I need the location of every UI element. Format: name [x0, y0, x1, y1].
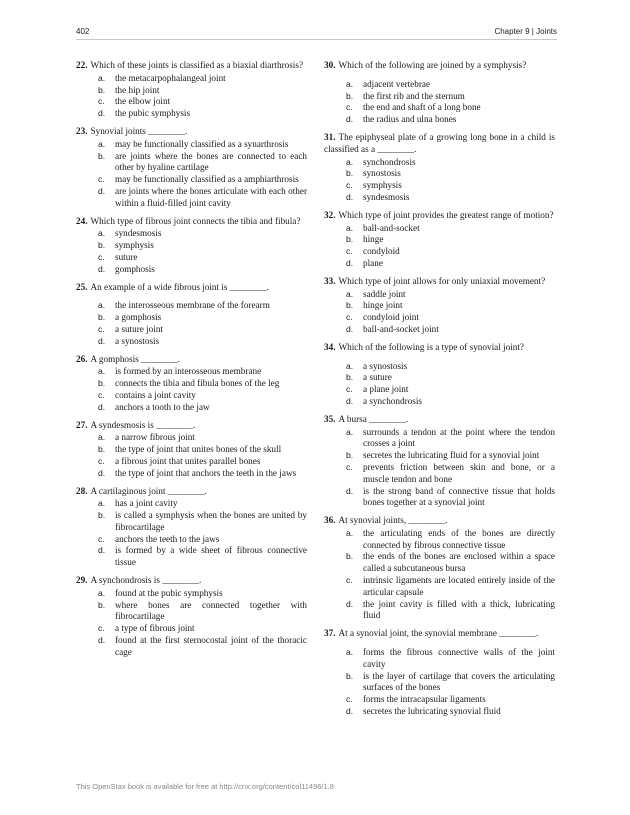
- question-item: [76, 420, 307, 480]
- option-letter: d.: [98, 108, 106, 119]
- option-text: is formed by a wide sheet of fibrous connective tissue: [115, 545, 307, 568]
- option-text: is the strong band of connective tissue that holds bones together at a synovial joint: [363, 485, 555, 508]
- option-text: a synostosis: [115, 335, 160, 346]
- answer-option: [324, 180, 555, 192]
- right-column: [324, 60, 555, 724]
- option-text: symphysis: [115, 240, 154, 251]
- option-letter: a.: [98, 587, 106, 598]
- option-text: the first rib and the sternum: [363, 90, 465, 101]
- question-item: [76, 486, 307, 570]
- answer-option: [324, 91, 555, 103]
- option-text: is formed by an interosseous membrane: [115, 366, 262, 377]
- question-item: [324, 276, 555, 336]
- left-column: [76, 60, 307, 665]
- option-text: syndesmosis: [363, 191, 410, 202]
- option-text: ball-and-socket: [363, 222, 420, 233]
- question-number: 35.: [324, 413, 336, 424]
- option-text: are joints where the bones are connected to each other by hyaline cartilage: [115, 150, 307, 173]
- question-number: 36.: [324, 515, 336, 526]
- question-number: 32.: [324, 209, 336, 220]
- option-text: the ends of the bones are enclosed within a space called a subcutaneous bursa: [363, 551, 555, 574]
- option-letter: c.: [346, 102, 353, 113]
- answer-option: [76, 588, 307, 600]
- option-text: connects the tibia and fibula bones of the leg: [115, 378, 280, 389]
- option-letter: a.: [98, 366, 106, 377]
- answer-option: [76, 252, 307, 264]
- answer-option: [324, 114, 555, 126]
- option-letter: c.: [98, 323, 105, 334]
- question-text: Which of these joints is classified as a biaxial diarthrosis?: [90, 60, 304, 70]
- option-letter: c.: [346, 694, 353, 705]
- answer-option: [324, 384, 555, 396]
- option-text: hinge: [363, 234, 384, 245]
- answer-option: [324, 246, 555, 258]
- option-letter: b.: [346, 551, 354, 562]
- option-letter: a.: [346, 78, 354, 89]
- question-stem: [324, 276, 555, 288]
- question-stem: [76, 486, 307, 498]
- question-number: 34.: [324, 341, 336, 352]
- option-letter: a.: [346, 360, 354, 371]
- question-text: At synovial joints, ________.: [338, 515, 448, 526]
- option-text: a suture: [363, 372, 392, 383]
- answer-option: [76, 73, 307, 85]
- question-text: A cartilaginous joint ________.: [90, 485, 207, 496]
- option-text: prevents friction between skin and bone, or a muscle tendon and bone: [363, 461, 555, 484]
- option-text: synostosis: [363, 168, 401, 179]
- option-letter: a.: [346, 288, 354, 299]
- option-letter: a.: [98, 72, 106, 83]
- question-text: Synovial joints ________.: [90, 125, 188, 136]
- answer-option: [76, 623, 307, 635]
- option-letter: d.: [346, 706, 354, 717]
- answer-option: [76, 139, 307, 151]
- option-text: a narrow fibrous joint: [115, 432, 195, 443]
- option-letter: b.: [346, 234, 354, 245]
- question-text: A syndesmosis is ________.: [90, 419, 196, 430]
- option-letter: b.: [98, 378, 106, 389]
- question-text: Which type of joint allows for only uniaxial movement?: [338, 275, 546, 286]
- option-letter: c.: [98, 174, 105, 185]
- question-stem: [324, 342, 555, 354]
- question-stem: [324, 132, 555, 156]
- option-text: a synchondrosis: [363, 395, 422, 406]
- option-letter: a.: [346, 222, 354, 233]
- answer-option: [324, 671, 555, 695]
- question-item: [76, 216, 307, 276]
- option-letter: a.: [346, 426, 354, 437]
- option-text: surrounds a tendon at the point where the tendon crosses a joint: [363, 426, 555, 449]
- option-letter: d.: [98, 185, 106, 196]
- answer-option: [324, 372, 555, 384]
- option-text: are joints where the bones articulate with each other within a fluid-filled joint cavity: [115, 185, 307, 208]
- answer-option: [76, 432, 307, 444]
- option-text: a type of fibrous joint: [115, 623, 195, 634]
- answer-option: [76, 85, 307, 97]
- option-text: anchors the teeth to the jaws: [115, 533, 220, 544]
- question-item: [324, 515, 555, 622]
- answer-option: [76, 264, 307, 276]
- answer-option: [76, 96, 307, 108]
- answer-option: [324, 234, 555, 246]
- answer-option: [76, 534, 307, 546]
- question-stem: [76, 575, 307, 587]
- option-letter: a.: [98, 300, 106, 311]
- question-text: The epiphyseal plate of a growing long bone in a child is classified as a ________.: [324, 131, 555, 154]
- option-text: secretes the lubricating synovial fluid: [363, 706, 501, 717]
- question-text: An example of a wide fibrous joint is ________.: [90, 281, 269, 292]
- question-number: 30.: [324, 60, 336, 70]
- question-item: [324, 60, 555, 126]
- answer-option: [324, 324, 555, 336]
- option-text: plane: [363, 257, 383, 268]
- option-letter: b.: [98, 240, 106, 251]
- option-text: the metacarpophalangeal joint: [115, 72, 226, 83]
- option-letter: c.: [98, 455, 105, 466]
- option-letter: b.: [98, 599, 106, 610]
- option-text: may be functionally classified as a synarthrosis: [115, 138, 289, 149]
- answer-option: [324, 450, 555, 462]
- option-text: anchors a tooth to the jaw: [115, 401, 210, 412]
- option-text: gomphosis: [115, 263, 155, 274]
- option-text: the pubic symphysis: [115, 108, 191, 119]
- answer-option: [76, 498, 307, 510]
- option-letter: b.: [346, 450, 354, 461]
- question-item: [76, 126, 307, 210]
- question-text: Which type of joint provides the greatest range of motion?: [338, 209, 554, 220]
- option-letter: d.: [98, 263, 106, 274]
- option-text: is the layer of cartilage that covers the articulating surfaces of the bones: [363, 670, 555, 693]
- answer-option: [324, 396, 555, 408]
- option-text: suture: [115, 251, 138, 262]
- question-text: A gomphosis ________.: [90, 353, 181, 364]
- question-text: A bursa ________.: [338, 413, 409, 424]
- option-text: adjacent vertebrae: [363, 78, 431, 89]
- answer-option: [324, 102, 555, 114]
- option-text: a fibrous joint that unites parallel bones: [115, 455, 261, 466]
- question-text: Which of the following is a type of synovial joint?: [338, 341, 524, 352]
- question-stem: [324, 60, 555, 72]
- answer-option: [76, 108, 307, 120]
- answer-option: [324, 706, 555, 718]
- answer-option: [76, 444, 307, 456]
- option-letter: b.: [346, 90, 354, 101]
- option-letter: a.: [98, 138, 106, 149]
- answer-option: [76, 324, 307, 336]
- answer-option: [324, 79, 555, 91]
- answer-option: [76, 510, 307, 534]
- question-number: 37.: [324, 628, 336, 639]
- answer-option: [324, 647, 555, 671]
- option-letter: d.: [346, 257, 354, 268]
- option-letter: d.: [98, 401, 106, 412]
- option-text: a gomphosis: [115, 312, 162, 323]
- option-text: symphysis: [363, 180, 402, 191]
- option-text: the type of joint that anchors the teeth in the jaws: [115, 467, 297, 478]
- option-letter: d.: [346, 323, 354, 334]
- option-letter: a.: [98, 498, 106, 509]
- answer-option: [324, 462, 555, 486]
- option-text: secretes the lubricating fluid for a synovial joint: [363, 450, 540, 461]
- answer-option: [324, 192, 555, 204]
- option-letter: d.: [98, 545, 106, 556]
- question-item: [76, 60, 307, 120]
- question-text: A synchondrosis is ________.: [90, 575, 202, 586]
- answer-option: [324, 289, 555, 301]
- option-text: a synostosis: [363, 360, 408, 371]
- option-letter: c.: [346, 246, 353, 257]
- answer-option: [76, 600, 307, 624]
- option-letter: b.: [98, 312, 106, 323]
- option-letter: c.: [98, 533, 105, 544]
- answer-option: [76, 456, 307, 468]
- answer-option: [324, 361, 555, 373]
- question-item: [76, 354, 307, 414]
- question-stem: [324, 414, 555, 426]
- option-letter: c.: [98, 96, 105, 107]
- answer-option: [76, 312, 307, 324]
- option-text: the type of joint that unites bones of the skull: [115, 444, 282, 455]
- question-number: 25.: [76, 281, 88, 292]
- answer-option: [324, 486, 555, 510]
- option-letter: d.: [98, 635, 106, 646]
- option-letter: c.: [346, 180, 353, 191]
- header-divider: [76, 39, 557, 40]
- option-letter: a.: [346, 527, 354, 538]
- option-text: saddle joint: [363, 288, 406, 299]
- answer-option: [324, 599, 555, 623]
- question-stem: [76, 354, 307, 366]
- answer-option: [324, 168, 555, 180]
- question-item: [324, 132, 555, 204]
- question-stem: [324, 515, 555, 527]
- option-text: may be functionally classified as a amphiarthrosis: [115, 174, 299, 185]
- option-text: forms the intracapsular ligaments: [363, 694, 486, 705]
- answer-option: [324, 312, 555, 324]
- answer-option: [324, 258, 555, 270]
- option-text: hinge joint: [363, 300, 403, 311]
- answer-option: [324, 528, 555, 552]
- question-number: 23.: [76, 125, 88, 136]
- question-number: 27.: [76, 419, 88, 430]
- option-text: a plane joint: [363, 384, 409, 395]
- answer-option: [76, 390, 307, 402]
- question-item: [76, 575, 307, 659]
- chapter-title: Chapter 9 | Joints: [494, 27, 557, 36]
- question-number: 33.: [324, 275, 336, 286]
- option-text: the hip joint: [115, 84, 160, 95]
- option-letter: b.: [346, 670, 354, 681]
- answer-option: [324, 551, 555, 575]
- option-letter: d.: [346, 191, 354, 202]
- option-text: syndesmosis: [115, 228, 162, 239]
- option-letter: d.: [346, 395, 354, 406]
- question-stem: [324, 210, 555, 222]
- question-item: [76, 282, 307, 348]
- question-number: 28.: [76, 485, 88, 496]
- option-text: the interosseous membrane of the forearm: [115, 300, 270, 311]
- answer-option: [76, 228, 307, 240]
- option-letter: a.: [98, 432, 106, 443]
- question-stem: [76, 420, 307, 432]
- option-text: a suture joint: [115, 323, 163, 334]
- answer-option: [76, 186, 307, 210]
- option-text: has a joint cavity: [115, 498, 178, 509]
- question-number: 22.: [76, 60, 88, 70]
- answer-option: [76, 336, 307, 348]
- answer-option: [76, 402, 307, 414]
- option-text: condyloid joint: [363, 312, 419, 323]
- option-text: the radius and ulna bones: [363, 114, 457, 125]
- option-letter: b.: [98, 510, 106, 521]
- answer-option: [324, 157, 555, 169]
- option-text: contains a joint cavity: [115, 389, 196, 400]
- answer-option: [76, 300, 307, 312]
- option-text: found at the first sternocostal joint of the thoracic cage: [115, 635, 307, 657]
- option-letter: a.: [346, 647, 354, 658]
- option-letter: b.: [346, 372, 354, 383]
- question-item: [324, 628, 555, 718]
- option-text: the joint cavity is filled with a thick, lubricating fluid: [363, 598, 555, 621]
- answer-option: [324, 427, 555, 451]
- option-text: the articulating ends of the bones are directly connected by fibrous connective tissue: [363, 527, 555, 550]
- question-text: At a synovial joint, the synovial membrane ________.: [338, 628, 539, 639]
- option-letter: d.: [98, 335, 106, 346]
- question-text: Which type of fibrous joint connects the tibia and fibula?: [90, 215, 301, 226]
- option-letter: d.: [346, 485, 354, 496]
- question-number: 26.: [76, 353, 88, 364]
- option-letter: b.: [98, 444, 106, 455]
- answer-option: [76, 468, 307, 480]
- question-number: 31.: [324, 131, 336, 142]
- option-text: forms the fibrous connective walls of the joint cavity: [363, 647, 555, 669]
- option-letter: c.: [98, 389, 105, 400]
- option-letter: c.: [346, 312, 353, 323]
- option-letter: c.: [98, 623, 105, 634]
- option-letter: a.: [98, 228, 106, 239]
- option-letter: c.: [346, 384, 353, 395]
- answer-option: [76, 240, 307, 252]
- option-letter: b.: [98, 84, 106, 95]
- question-item: [324, 342, 555, 408]
- option-letter: a.: [346, 156, 354, 167]
- option-text: the end and shaft of a long bone: [363, 102, 481, 113]
- option-letter: d.: [346, 598, 354, 609]
- question-item: [324, 414, 555, 509]
- option-letter: d.: [98, 467, 106, 478]
- option-text: synchondrosis: [363, 156, 416, 167]
- answer-option: [76, 151, 307, 175]
- answer-option: [76, 366, 307, 378]
- question-number: 29.: [76, 575, 88, 586]
- answer-option: [76, 635, 307, 659]
- question-stem: [76, 60, 307, 72]
- question-item: [324, 210, 555, 270]
- question-stem: [76, 282, 307, 294]
- question-stem: [76, 126, 307, 138]
- option-letter: d.: [346, 114, 354, 125]
- option-text: found at the pubic symphysis: [115, 587, 223, 598]
- question-stem: [324, 628, 555, 640]
- question-text: Which of the following are joined by a symphysis?: [338, 60, 527, 70]
- answer-option: [76, 378, 307, 390]
- option-text: where bones are connected together with fibrocartilage: [115, 599, 307, 622]
- option-text: intrinsic ligaments are located entirely inside of the articular capsule: [363, 575, 555, 597]
- option-letter: b.: [98, 150, 106, 161]
- answer-option: [324, 694, 555, 706]
- footer-note: This OpenStax book is available for free at http://cnx.org/content/col11496/1.8: [76, 782, 334, 791]
- option-letter: b.: [346, 300, 354, 311]
- option-letter: c.: [346, 461, 353, 472]
- option-letter: b.: [346, 168, 354, 179]
- option-text: is called a symphysis when the bones are united by fibrocartilage: [115, 510, 307, 532]
- answer-option: [324, 575, 555, 599]
- option-text: condyloid: [363, 246, 400, 257]
- answer-option: [324, 300, 555, 312]
- option-letter: c.: [346, 575, 353, 586]
- option-text: the elbow joint: [115, 96, 171, 107]
- option-text: ball-and-socket joint: [363, 323, 439, 334]
- answer-option: [324, 223, 555, 235]
- question-stem: [76, 216, 307, 228]
- answer-option: [76, 174, 307, 186]
- page-number: 402: [76, 27, 90, 36]
- question-number: 24.: [76, 215, 88, 226]
- answer-option: [76, 545, 307, 569]
- option-letter: c.: [98, 251, 105, 262]
